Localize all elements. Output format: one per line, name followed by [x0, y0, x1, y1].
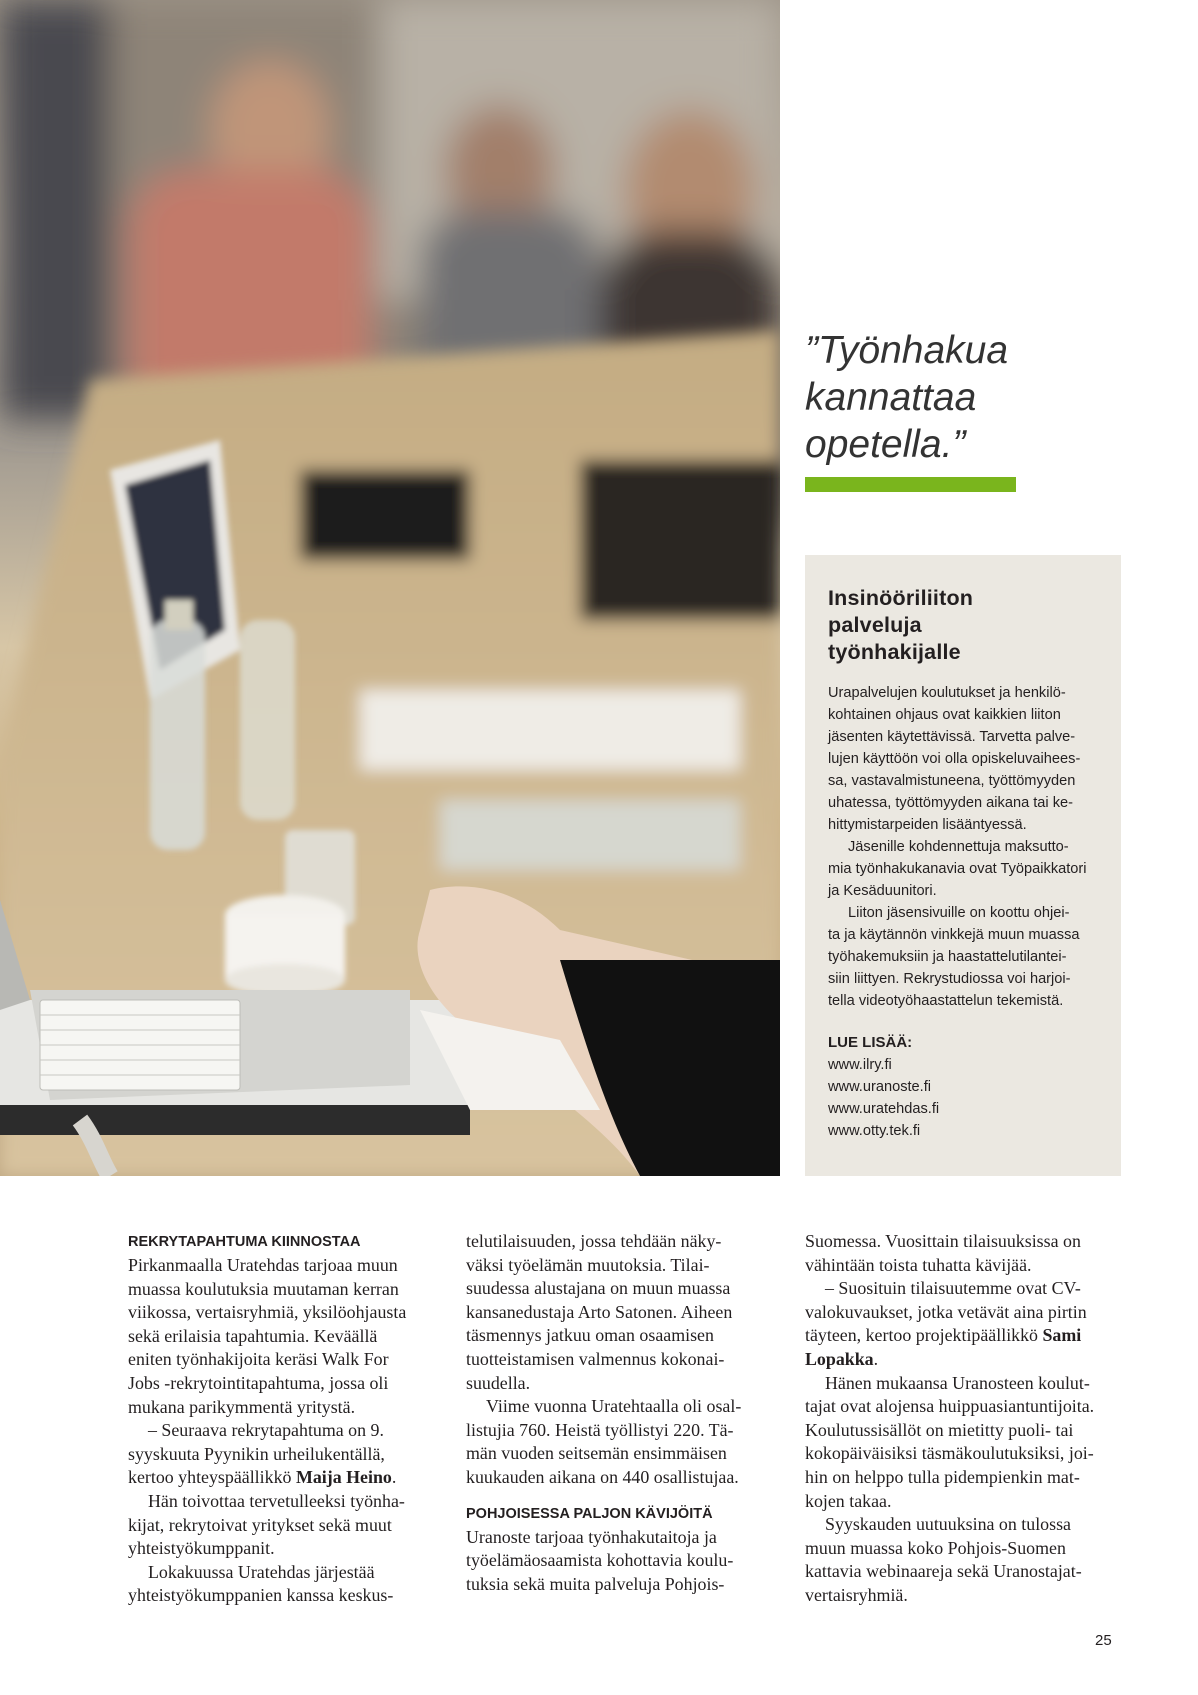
text-fragment: kertoo yhteyspäällikkö — [128, 1467, 296, 1488]
info-box-line: ja Kesäduunitori. — [828, 883, 937, 899]
info-box-line: kohtainen ohjaus ovat kaikkien liiton — [828, 707, 1061, 723]
text-line: kuukauden aikana on 440 osallistujaa. — [466, 1466, 739, 1487]
text-line: listujia 760. Heistä työllistyi 220. Tä- — [466, 1419, 734, 1440]
text-line: kokopäiväisiksi täsmäkoulutuksiksi, joi- — [805, 1443, 1094, 1464]
text-line: mukana parikymmentä yritystä. — [128, 1396, 356, 1417]
link-uratehdas[interactable]: www.uratehdas.fi — [828, 1101, 940, 1117]
text-fragment: . — [873, 1348, 879, 1369]
section-heading: POHJOISESSA PALJON KÄVIJÖITÄ — [466, 1505, 713, 1522]
text-line: tuksia sekä muita palveluja Pohjois- — [466, 1573, 725, 1594]
text-line: syyskuuta Pyynikin urheilukentällä, — [128, 1443, 385, 1464]
pull-quote-line: opetella.” — [805, 423, 966, 466]
info-box-line: hittymistarpeiden lisääntyessä. — [828, 817, 1027, 833]
link-uranoste[interactable]: www.uranoste.fi — [828, 1079, 932, 1095]
info-box-line: Jäsenille kohdennettuja maksutto- — [848, 839, 1069, 855]
section-heading: REKRYTAPAHTUMA KIINNOSTAA — [128, 1234, 361, 1250]
text-line: tuotteistamisen valmennus kokonai- — [466, 1348, 725, 1369]
text-line: Pirkanmaalla Uratehdas tarjoaa muun — [128, 1255, 398, 1275]
pull-quote — [805, 327, 1065, 468]
text-line: muun muassa koko Pohjois-Suomen — [805, 1537, 1066, 1558]
info-box-line: sa, vastavalmistuneena, työttömyyden — [828, 773, 1076, 789]
info-box-paragraph — [828, 836, 1097, 902]
text-line: eniten työnhakijoita keräsi Walk For — [128, 1349, 389, 1370]
text-line: kansanedustaja Arto Satonen. Aiheen — [466, 1301, 733, 1322]
text-line: – Suosituin tilaisuutemme ovat CV- — [825, 1278, 1081, 1299]
text-line: män vuoden seitsemän ensimmäisen — [466, 1443, 727, 1464]
text-line: täsmennys jatkuu oman osaamisen — [466, 1325, 714, 1346]
info-box-line: siin liittyen. Rekrystudiossa voi harjoi- — [828, 971, 1071, 987]
text-line: vähintään toista tuhatta kävijää. — [805, 1254, 1032, 1275]
text-line: Lokakuussa Uratehdas järjestää — [148, 1561, 375, 1582]
link-ilry[interactable]: www.ilry.fi — [828, 1057, 892, 1073]
text-line: viikossa, vertaisryhmiä, yksilöohjausta — [128, 1302, 407, 1323]
quote-accent-bar — [805, 477, 1016, 492]
text-line: Hän toivottaa tervetulleeksi työnha- — [148, 1490, 405, 1511]
text-line: – Seuraava rekrytapahtuma on 9. — [148, 1420, 384, 1441]
text-line: valokuvaukset, jotka vetävät aina pirtin — [805, 1301, 1087, 1322]
info-box-line: Liiton jäsensivuille on koottu ohjei- — [848, 905, 1070, 921]
read-more-label: LUE LISÄÄ: — [828, 1034, 913, 1051]
text-line: työelämäosaamista kohottavia koulu- — [466, 1550, 734, 1571]
text-line: telutilaisuuden, jossa tehdään näky- — [466, 1231, 722, 1251]
text-line: suudella. — [466, 1372, 531, 1393]
text-line: Jobs -rekrytointitapahtuma, jossa oli — [128, 1372, 389, 1393]
text-line: tajat ovat alojensa huippuasiantuntijoita. — [805, 1396, 1095, 1417]
text-line: Suomessa. Vuosittain tilaisuuksissa on — [805, 1231, 1081, 1251]
article-column-2 — [466, 1230, 776, 1596]
text-line: vertaisryhmiä. — [805, 1584, 908, 1605]
info-box-line: uhatessa, työttömyyden aikana tai ke- — [828, 795, 1073, 811]
text-line: Hänen mukaansa Uranosteen koulut- — [825, 1372, 1090, 1393]
pull-quote-line: ”Työnhakua — [805, 329, 1009, 372]
text-line: kijat, rekrytoivat yritykset sekä muut — [128, 1514, 392, 1535]
text-line: Viime vuonna Uratehtaalla oli osal- — [486, 1396, 742, 1417]
text-line — [805, 1348, 1115, 1372]
text-line: kattavia webinaareja sekä Uranostajat- — [805, 1561, 1082, 1582]
info-box-title-line: työnhakijalle — [828, 640, 961, 664]
info-box-line: tella videotyöhaastattelun tekemistä. — [828, 993, 1064, 1009]
text-line: yhteistyökumppanien kanssa keskus- — [128, 1585, 394, 1606]
person-name: Sami — [1042, 1325, 1082, 1346]
info-box-line: ta ja käytännön vinkkejä muun muassa — [828, 927, 1080, 943]
text-line: Uranoste tarjoaa työnhakutaitoja ja — [466, 1526, 717, 1547]
info-box-line: Urapalvelujen koulutukset ja henkilö- — [828, 685, 1066, 701]
text-line: Syyskauden uutuuksina on tulossa — [825, 1514, 1071, 1535]
meeting-photo — [0, 0, 780, 1176]
info-box-line: työhakemuksiin ja haastattelutilantei- — [828, 949, 1067, 965]
info-box-line: lujen käyttöön voi olla opiskeluvaihees- — [828, 751, 1081, 767]
info-box-title-line: palveluja — [828, 613, 922, 637]
article-column-1 — [128, 1230, 438, 1608]
person-name: Maija Heino — [295, 1467, 392, 1488]
article-column-3 — [805, 1230, 1115, 1608]
text-fragment: . — [391, 1467, 397, 1488]
info-box-line: mia työnhakukanavia ovat Työpaikkatori — [828, 861, 1087, 877]
link-otty[interactable]: www.otty.tek.fi — [828, 1123, 921, 1139]
info-box-paragraph — [828, 682, 1097, 836]
pull-quote-line: kannattaa — [805, 376, 977, 419]
info-box — [805, 555, 1121, 1176]
person-name: Lopakka — [805, 1348, 874, 1369]
info-box-title — [828, 585, 1097, 666]
text-line: hin on helppo tulla pidempienkin mat- — [805, 1466, 1080, 1487]
info-box-line: jäsenten käytettävissä. Tarvetta palve- — [828, 729, 1076, 745]
text-line: muassa koulutuksia muutaman kerran — [128, 1278, 399, 1299]
text-line: väksi työelämän muutoksia. Tilai- — [466, 1254, 710, 1275]
info-box-paragraph — [828, 902, 1097, 1012]
info-box-title-line: Insinööriliiton — [828, 586, 974, 610]
text-line — [128, 1466, 438, 1490]
meeting-photo-illustration — [0, 0, 780, 1176]
text-line: Koulutussisällöt on mietitty puoli- tai — [805, 1419, 1074, 1440]
text-line: yhteistyökumppanit. — [128, 1538, 275, 1559]
text-line — [805, 1324, 1115, 1348]
text-fragment: täyteen, kertoo projektipäällikkö — [805, 1325, 1043, 1346]
text-line: sekä erilaisia tapahtumia. Keväällä — [128, 1325, 378, 1346]
text-line: kojen takaa. — [805, 1490, 892, 1511]
page-number: 25 — [1095, 1632, 1112, 1649]
text-line: suudessa alustajana on muun muassa — [466, 1278, 731, 1299]
